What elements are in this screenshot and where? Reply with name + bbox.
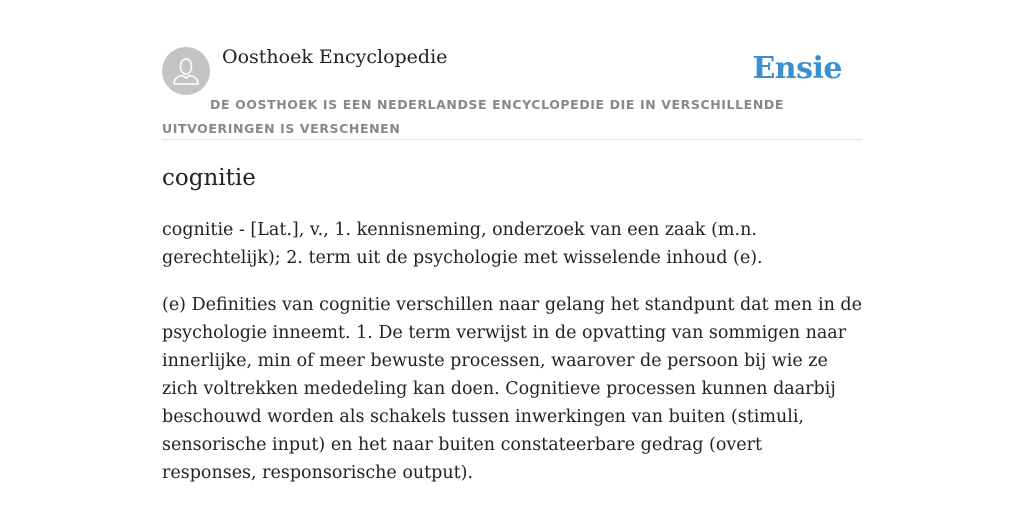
source-title[interactable]: Oosthoek Encyclopedie xyxy=(222,46,448,68)
ensie-logo-link[interactable]: Ensie xyxy=(752,51,842,86)
entry-content xyxy=(162,162,862,487)
entry-paragraph: (e) Definities van cognitie verschillen naar gelang het standpunt dat men in de psychologie inneemt. 1. De term verwijst in de opvatting van sommigen naar innerlijke, min of meer bewuste processen, waarover de persoon bij wie ze zich voltrekken mededeling kan doen. Cognitieve processen kunnen daarbij beschouwd worden als schakels tussen inwerkingen van buiten (stimuli, sensorische input) en het naar buiten constateerbare gedrag (overt responses, responsorische output). xyxy=(162,295,862,483)
entry-paragraph: cognitie - [Lat.], v., 1. kennisneming, onderzoek van een zaak (m.n. gerechtelijk); 2. term uit de psychologie met wisselende inhoud (e). xyxy=(162,220,763,268)
user-silhouette-icon xyxy=(162,47,210,95)
source-header xyxy=(162,40,862,140)
entry-title: cognitie xyxy=(162,165,256,191)
source-description: DE OOSTHOEK IS EEN NEDERLANDSE ENCYCLOPEDIE DIE IN VERSCHILLENDE UITVOERINGEN IS VERSCHENEN xyxy=(162,97,784,136)
